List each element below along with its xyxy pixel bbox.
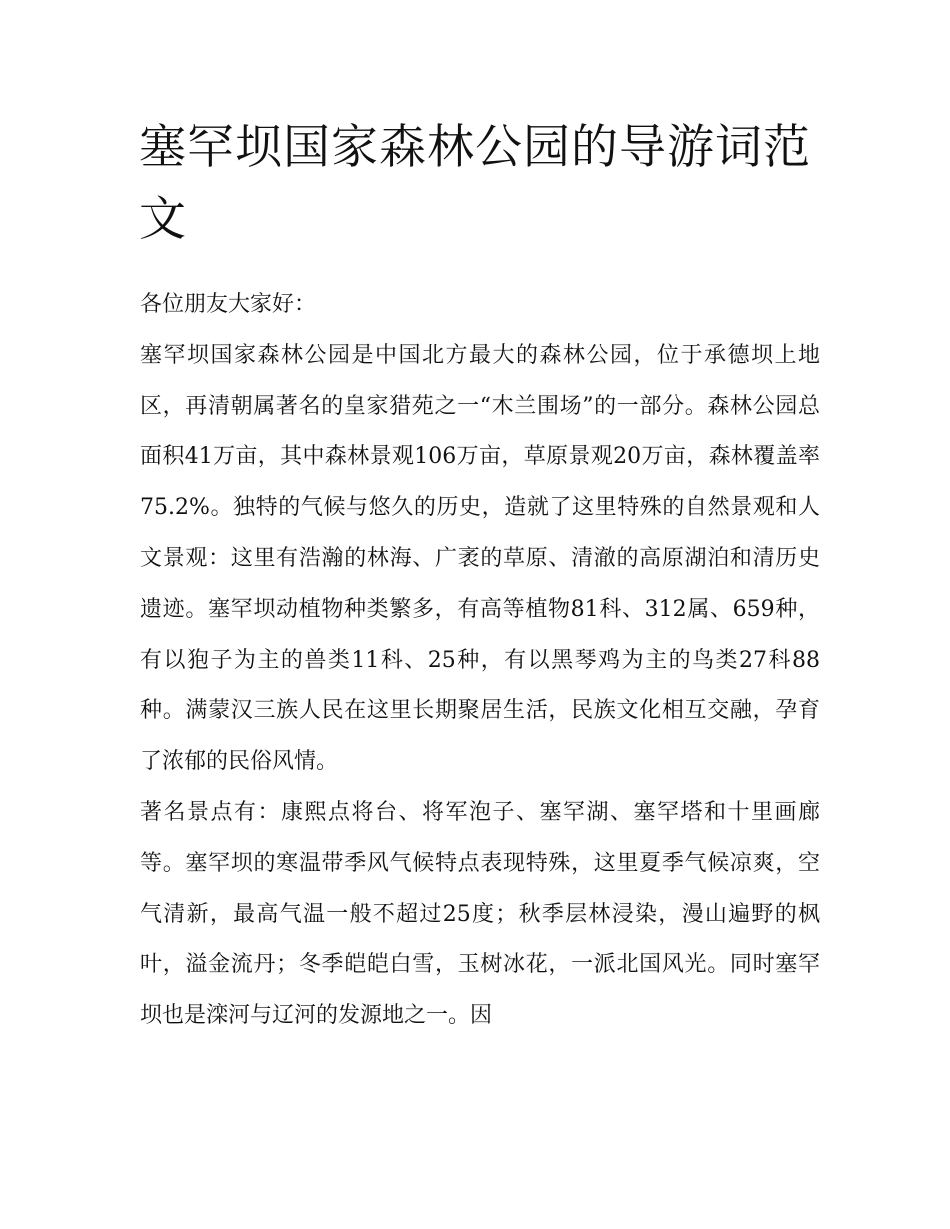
document-title: 塞罕坝国家森林公园的导游词范文 <box>139 120 811 247</box>
document-body <box>140 280 820 1042</box>
paragraph-overview: 塞罕坝国家森林公园是中国北方最大的森林公园，位于承德坝上地区，再清朝属著名的皇家猎苑之一“木兰围场”的一部分。森林公园总面积41万亩，其中森林景观106万亩，草原景观20万亩，森林覆盖率75.2%。独特的气候与悠久的历史，造就了这里特殊的自然景观和人文景观：这里有浩瀚的林海、广袤的草原、清澈的高原湖泊和清历史遗迹。塞罕坝动植物种类繁多，有高等植物81科、312属、659种，有以狍子为主的兽类11科、25种，有以黑琴鸡为主的鸟类27科88种。满蒙汉三族人民在这里长期聚居生活，民族文化相互交融，孕育了浓郁的民俗风情。 <box>140 342 820 775</box>
paragraph-attractions: 著名景点有：康熙点将台、将军泡子、塞罕湖、塞罕塔和十里画廊等。塞罕坝的寒温带季风气候特点表现特殊，这里夏季气候凉爽，空气清新，最高气温一般不超过25度；秋季层林浸染，漫山遍野的枫叶，溢金流丹；冬季皑皑白雪，玉树冰花，一派北国风光。同时塞罕坝也是滦河与辽河的发源地之一。因 <box>140 799 820 1029</box>
paragraph-greeting: 各位朋友大家好： <box>140 292 317 317</box>
